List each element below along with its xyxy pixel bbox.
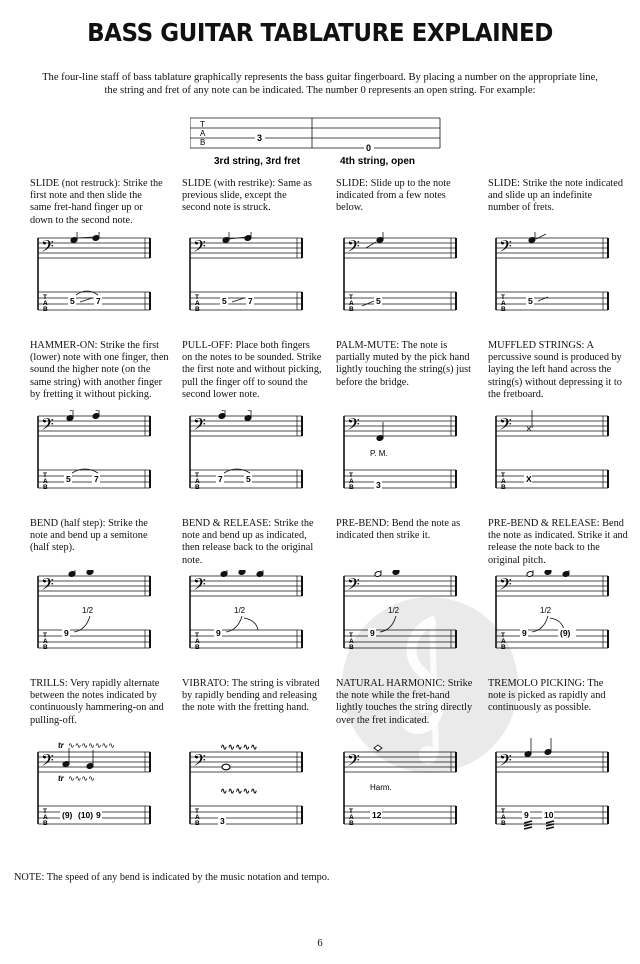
tab-letter-b: B bbox=[349, 484, 354, 491]
notation-pre-bend bbox=[336, 570, 466, 660]
harmonic-mark: Harm. bbox=[370, 783, 392, 792]
tab-letter-a: A bbox=[501, 638, 506, 645]
bass-clef-icon: 𝄢 bbox=[41, 238, 54, 260]
caption-title: SLIDE bbox=[182, 178, 212, 189]
tremolo-slash bbox=[546, 827, 554, 829]
bend-arrow bbox=[226, 616, 242, 632]
example-label-a: 3rd string, 3rd fret bbox=[214, 156, 301, 166]
tab-letter-a: A bbox=[349, 300, 354, 307]
example-fret-b: 0 bbox=[366, 143, 372, 153]
caption-title: VIBRATO: bbox=[182, 678, 230, 689]
notation-slide-up-out bbox=[488, 232, 618, 322]
caption-title: NATURAL HARMONIC: bbox=[336, 678, 446, 689]
caption-trills bbox=[30, 678, 170, 727]
tab-letter-a: A bbox=[195, 300, 200, 307]
page-number: 6 bbox=[317, 938, 323, 949]
caption-desc: The note is partially muted by the pick hand lightly touching the string(s) just before the bridge. bbox=[336, 340, 471, 388]
bass-clef-icon: 𝄢 bbox=[41, 576, 54, 598]
tab-letter-a: A bbox=[501, 814, 506, 821]
harmonic-diamond-icon bbox=[374, 745, 382, 751]
tab-fret-number: 5 bbox=[246, 474, 251, 484]
bend-amount-label: 1/2 bbox=[540, 606, 552, 615]
trill-wavy-line: ∿∿∿∿∿∿∿ bbox=[68, 741, 115, 750]
vibrato-mark: ∿∿∿∿∿ bbox=[220, 786, 258, 796]
caption-desc: A percussive sound is produced by laying the left hand across the string(s) without depressing it to the fretboard. bbox=[488, 340, 622, 400]
release-arrow bbox=[244, 618, 258, 630]
tab-letter-t: T bbox=[43, 294, 47, 301]
caption-desc: Very rapidly alternate between the notes indicated by continuously hammering-on and pulling-off. bbox=[30, 678, 164, 726]
notation-slide-not-restruck bbox=[30, 232, 160, 322]
tab-letter-t: T bbox=[501, 632, 505, 639]
tab-letter-t: T bbox=[43, 808, 47, 815]
muted-note-x-icon: × bbox=[526, 424, 532, 435]
tab-letter-a: A bbox=[43, 300, 48, 307]
caption-pre-bend-release bbox=[488, 518, 628, 567]
caption-desc: Place both fingers on the notes to be sounded. Strike the first note and without picking, pull the finger off to sound the second lower note. bbox=[182, 340, 322, 400]
tremolo-slash bbox=[546, 821, 554, 823]
caption-desc: Strike the note indicated and slide up an indefinite number of frets. bbox=[488, 178, 623, 214]
tab-slide-line bbox=[232, 298, 244, 302]
bass-clef-icon: 𝄢 bbox=[499, 752, 512, 774]
caption-palm-mute bbox=[336, 340, 476, 389]
tab-letter-t: T bbox=[195, 808, 199, 815]
tab-fret-number: 9 bbox=[524, 810, 529, 820]
tab-letter-b: B bbox=[43, 484, 48, 491]
tab-fret-number: 7 bbox=[94, 474, 99, 484]
tab-fret-number: 3 bbox=[220, 816, 225, 826]
tab-letter-a: A bbox=[349, 638, 354, 645]
bass-clef-icon: 𝄢 bbox=[347, 238, 360, 260]
tab-fret-number: 9 bbox=[96, 810, 101, 820]
notation-natural-harmonic bbox=[336, 738, 466, 838]
slur bbox=[222, 410, 250, 411]
tab-letter-b: B bbox=[43, 306, 48, 313]
tab-fret-number: (10) bbox=[78, 810, 94, 820]
tab-letter-a: A bbox=[501, 478, 506, 485]
caption-desc: Bend the note as indicated then strike it. bbox=[336, 518, 461, 542]
tab-letter-t: T bbox=[349, 632, 353, 639]
tab-fret-number: 7 bbox=[218, 474, 223, 484]
bend-arrow bbox=[380, 616, 396, 632]
tab-fret-number: 12 bbox=[372, 810, 382, 820]
tab-letter-a: A bbox=[43, 478, 48, 485]
caption-title: SLIDE bbox=[30, 178, 60, 189]
tab-letter-b: B bbox=[43, 820, 48, 827]
notation-muffled-strings bbox=[488, 410, 618, 500]
caption-bend bbox=[30, 518, 165, 555]
tab-letter-t: T bbox=[195, 294, 199, 301]
caption-hammer-on bbox=[30, 340, 170, 401]
bass-clef-icon: 𝄢 bbox=[499, 238, 512, 260]
footnote: NOTE: The speed of any bend is indicated by the music notation and tempo. bbox=[14, 872, 330, 883]
caption-desc: Strike the note and bend up as indicated, then release back to the original note. bbox=[182, 518, 314, 566]
tab-letter-t: T bbox=[200, 120, 205, 129]
tab-fret-number: X bbox=[526, 474, 532, 484]
tab-letter-t: T bbox=[349, 808, 353, 815]
bass-clef-icon: 𝄢 bbox=[499, 576, 512, 598]
caption-vibrato bbox=[182, 678, 322, 715]
caption-slide-up-out bbox=[488, 178, 623, 215]
tab-letter-b: B bbox=[349, 306, 354, 313]
bass-clef-icon: 𝄢 bbox=[193, 238, 206, 260]
slur bbox=[72, 469, 98, 473]
trill-mark: tr bbox=[58, 741, 64, 750]
notation-trills bbox=[30, 738, 160, 838]
tab-letter-t: T bbox=[501, 472, 505, 479]
tab-fret-number: 5 bbox=[66, 474, 71, 484]
caption-title: BEND bbox=[30, 518, 59, 529]
tab-letter-b: B bbox=[195, 306, 200, 313]
tab-fret-number: (9) bbox=[560, 628, 571, 638]
trill-mark: tr bbox=[58, 774, 64, 783]
tab-letter-b: B bbox=[195, 484, 200, 491]
tab-fret-number: 9 bbox=[64, 628, 69, 638]
caption-desc: (half step): Strike the note and bend up a semitone (half step). bbox=[30, 518, 148, 554]
caption-title: SLIDE: bbox=[336, 178, 369, 189]
tab-letter-a: A bbox=[43, 638, 48, 645]
bend-amount-label: 1/2 bbox=[82, 606, 94, 615]
tab-slide-line bbox=[80, 298, 92, 302]
notation-pre-bend-release bbox=[488, 570, 618, 660]
whole-note-head bbox=[222, 764, 230, 770]
caption-title: PRE-BEND: bbox=[336, 518, 390, 529]
intro-line-1: The four-line staff of bass tablature graphically represents the bass guitar fingerboard. By placing a number on the appropriate line, bbox=[42, 72, 598, 83]
tab-letter-b: B bbox=[195, 820, 200, 827]
caption-title: PULL-OFF: bbox=[182, 340, 233, 351]
example-label-b: 4th string, open bbox=[340, 156, 415, 166]
caption-desc: (with restrike): Same as previous slide, except the second note is struck. bbox=[182, 178, 312, 214]
caption-title: TREMOLO PICKING: bbox=[488, 678, 585, 689]
tab-letter-t: T bbox=[195, 472, 199, 479]
page-title: BASS GUITAR TABLATURE EXPLAINED bbox=[87, 18, 553, 47]
tab-fret-number: 5 bbox=[70, 296, 75, 306]
tab-letter-a: A bbox=[195, 478, 200, 485]
notation-tremolo-picking bbox=[488, 738, 618, 838]
caption-title: MUFFLED STRINGS: bbox=[488, 340, 585, 351]
tab-fret-number: 9 bbox=[370, 628, 375, 638]
tremolo-slash bbox=[524, 821, 532, 823]
slur bbox=[70, 410, 98, 411]
trill-wavy-line: ∿∿∿∿ bbox=[68, 774, 95, 783]
bend-arrow bbox=[74, 616, 90, 632]
tab-letter-t: T bbox=[349, 472, 353, 479]
tab-letter-a: A bbox=[195, 638, 200, 645]
palm-mute-mark: P. M. bbox=[370, 449, 388, 458]
tab-letter-a: A bbox=[195, 814, 200, 821]
tab-letter-b: B bbox=[501, 484, 506, 491]
slur bbox=[224, 469, 250, 473]
tab-fret-number: 10 bbox=[544, 810, 554, 820]
bass-clef-icon: 𝄢 bbox=[193, 576, 206, 598]
tab-letter-b: B bbox=[501, 644, 506, 651]
caption-title: PALM-MUTE: bbox=[336, 340, 400, 351]
tab-letter-a: A bbox=[349, 814, 354, 821]
caption-desc: Strike the note while the fret-hand lightly touches the string directly over the fret indicated. bbox=[336, 678, 473, 726]
intro-line-2: the string and fret of any note can be indicated. The number 0 represents an open string. For example: bbox=[104, 84, 536, 96]
bass-clef-icon: 𝄢 bbox=[347, 576, 360, 598]
bend-arrow bbox=[532, 616, 548, 632]
caption-tremolo-picking bbox=[488, 678, 623, 715]
tab-letter-t: T bbox=[43, 632, 47, 639]
caption-title: BEND & RELEASE: bbox=[182, 518, 272, 529]
tab-letter-t: T bbox=[501, 808, 505, 815]
tab-letter-a: A bbox=[200, 129, 206, 138]
notation-slide-with-restrike bbox=[182, 232, 312, 322]
slur bbox=[76, 291, 98, 295]
notation-bend-release bbox=[182, 570, 312, 660]
tab-letter-t: T bbox=[349, 294, 353, 301]
caption-muffled-strings bbox=[488, 340, 628, 401]
tab-fret-number: 9 bbox=[522, 628, 527, 638]
caption-slide-not-restruck bbox=[30, 178, 165, 227]
tab-letter-b: B bbox=[200, 138, 206, 147]
tab-letter-a: A bbox=[349, 478, 354, 485]
caption-title: TRILLS: bbox=[30, 678, 68, 689]
caption-desc: (not restruck): Strike the first note and then slide the same fret-hand finger up or down to the second note. bbox=[30, 178, 163, 226]
tab-fret-number: 9 bbox=[216, 628, 221, 638]
tab-slide-line bbox=[362, 301, 374, 306]
caption-natural-harmonic bbox=[336, 678, 476, 727]
caption-pull-off bbox=[182, 340, 322, 401]
caption-bend-release bbox=[182, 518, 322, 567]
tab-fret-number: 3 bbox=[376, 480, 381, 490]
example-fret-a: 3 bbox=[257, 133, 263, 143]
tab-letter-a: A bbox=[43, 814, 48, 821]
tab-letter-t: T bbox=[195, 632, 199, 639]
notation-vibrato bbox=[182, 738, 312, 838]
tab-letter-b: B bbox=[349, 644, 354, 651]
tremolo-slash bbox=[524, 827, 532, 829]
bass-clef-icon: 𝄢 bbox=[41, 416, 54, 438]
tab-fret-number: 7 bbox=[248, 296, 253, 306]
tab-fret-number: 5 bbox=[222, 296, 227, 306]
bend-amount-label: 1/2 bbox=[388, 606, 400, 615]
bass-clef-icon: 𝄢 bbox=[347, 752, 360, 774]
tab-fret-number: 7 bbox=[96, 296, 101, 306]
caption-desc: The note is picked as rapidly and continuously as possible. bbox=[488, 678, 606, 714]
caption-pre-bend bbox=[336, 518, 471, 542]
caption-slide-up-into bbox=[336, 178, 471, 215]
tab-slide-line bbox=[538, 297, 548, 301]
tab-letter-t: T bbox=[501, 294, 505, 301]
caption-desc: Slide up to the note indicated from a few notes below. bbox=[336, 178, 451, 214]
example-tab-staff bbox=[190, 114, 450, 166]
bass-clef-icon: 𝄢 bbox=[347, 416, 360, 438]
bend-amount-label: 1/2 bbox=[234, 606, 246, 615]
tab-letter-b: B bbox=[349, 820, 354, 827]
caption-desc: Bend the note as indicated. Strike it and release the note back to the original pitch. bbox=[488, 518, 628, 566]
bass-clef-icon: 𝄢 bbox=[41, 752, 54, 774]
tab-fret-number: 5 bbox=[376, 296, 381, 306]
caption-slide-with-restrike bbox=[182, 178, 317, 215]
bass-clef-icon: 𝄢 bbox=[193, 752, 206, 774]
intro-text bbox=[40, 72, 600, 97]
tab-letter-t: T bbox=[43, 472, 47, 479]
tab-letter-b: B bbox=[43, 644, 48, 651]
tab-letter-b: B bbox=[501, 820, 506, 827]
caption-title: SLIDE: bbox=[488, 178, 521, 189]
bass-clef-icon: 𝄢 bbox=[193, 416, 206, 438]
notation-bend bbox=[30, 570, 160, 660]
caption-title: PRE-BEND & RELEASE: bbox=[488, 518, 600, 529]
caption-desc: Strike the first (lower) note with one finger, then sound the higher note (on the same string) with another finger by fretting it without picking. bbox=[30, 340, 169, 400]
caption-title: HAMMER-ON: bbox=[30, 340, 98, 351]
vibrato-mark: ∿∿∿∿∿ bbox=[220, 742, 258, 752]
tab-letter-b: B bbox=[195, 644, 200, 651]
notation-palm-mute bbox=[336, 410, 466, 500]
tab-letter-b: B bbox=[501, 306, 506, 313]
tab-letter-a: A bbox=[501, 300, 506, 307]
notation-pull-off bbox=[182, 410, 312, 500]
tab-fret-number: (9) bbox=[62, 810, 73, 820]
notation-slide-up-into bbox=[336, 232, 466, 322]
tab-fret-number: 5 bbox=[528, 296, 533, 306]
notation-hammer-on bbox=[30, 410, 160, 500]
caption-desc: The string is vibrated by rapidly bending and releasing the note with the fretting hand. bbox=[182, 678, 320, 714]
bass-clef-icon: 𝄢 bbox=[499, 416, 512, 438]
